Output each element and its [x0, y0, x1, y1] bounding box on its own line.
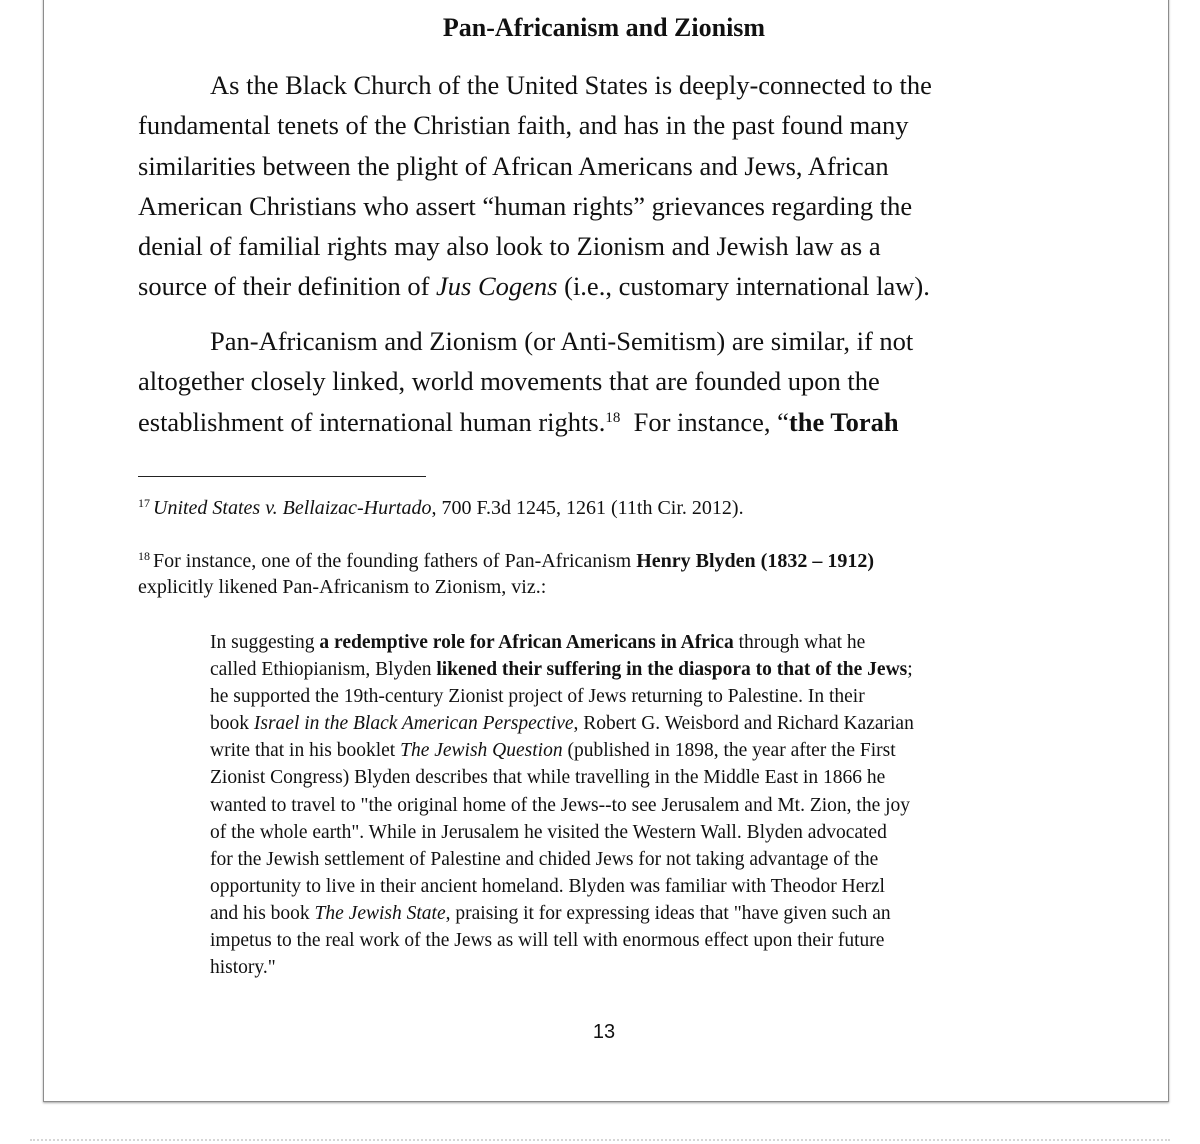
- citation: , 700 F.3d 1245, 1261 (11th Cir. 2012).: [431, 497, 744, 519]
- footnote-reference-18[interactable]: 18: [605, 409, 621, 426]
- quote-line: [210, 656, 914, 683]
- book-title: The Jewish Question: [400, 740, 563, 762]
- bold-phrase: likened their suffering in the diaspora to that of the Jews: [436, 659, 908, 681]
- text-line: As the Black Church of the United States is deeply-connected to the: [210, 70, 932, 100]
- text-line: [138, 266, 1058, 306]
- quote-line: Zionist Congress) Blyden describes that while travelling in the Middle East in 1866 he: [210, 767, 886, 789]
- text-line: altogether closely linked, world movements that are founded upon the: [138, 366, 880, 397]
- body-paragraph-2: [138, 321, 1058, 442]
- bold-phrase: Henry Blyden (1832 – 1912): [636, 550, 874, 572]
- quote-line: [210, 710, 914, 737]
- quote-line: of the whole earth". While in Jerusalem he visited the Western Wall. Blyden advocated: [210, 821, 887, 843]
- case-name: United States v. Bellaizac-Hurtado: [153, 497, 432, 519]
- text-run: (i.e., customary international law).: [557, 271, 930, 302]
- footnote-18: [138, 548, 874, 600]
- text-line: fundamental tenets of the Christian faith, and has in the past found many: [138, 110, 909, 141]
- quote-line: [210, 900, 914, 927]
- bold-phrase: the Torah: [788, 406, 899, 437]
- quote-line: wanted to travel to "the original home of the Jews--to see Jerusalem and Mt. Zion, the joy: [210, 794, 911, 816]
- quote-line: opportunity to live in their ancient homeland. Blyden was familiar with Theodor Herzl: [210, 875, 885, 897]
- text-run: (published in 1898, the year after the First: [562, 740, 896, 762]
- section-title: Pan-Africanism and Zionism: [442, 13, 766, 42]
- page-number: 13: [592, 1021, 616, 1043]
- text-line: denial of familial rights may also look to Zionism and Jewish law as a: [138, 231, 881, 262]
- footnote-separator: [138, 476, 426, 477]
- quote-line: [210, 737, 914, 764]
- text-run: through what he: [733, 632, 866, 653]
- text-run: , praising it for expressing ideas that "have given such an: [445, 902, 891, 924]
- footnote-number: 17: [138, 496, 150, 510]
- footnote-line: explicitly likened Pan-Africanism to Zionism, viz.:: [138, 576, 547, 598]
- text-line: Pan-Africanism and Zionism (or Anti-Semitism) are similar, if not: [210, 326, 914, 356]
- quote-line: history.": [210, 957, 276, 979]
- footnote-17: [138, 495, 744, 521]
- text-run: In suggesting: [210, 632, 320, 653]
- text-line: similarities between the plight of African Americans and Jews, African: [138, 150, 889, 181]
- text-run: called Ethiopianism, Blyden: [210, 659, 437, 681]
- text-run: write that in his booklet: [210, 740, 401, 762]
- quote-line: he supported the 19th-century Zionist project of Jews returning to Palestine. In their: [210, 686, 865, 708]
- text-run: book: [210, 713, 254, 735]
- text-run: For instance, one of the founding fathers of Pan-Africanism: [153, 550, 637, 572]
- book-title: The Jewish State: [314, 902, 446, 924]
- text-run: For instance, “: [620, 406, 789, 437]
- footnote-number: 18: [138, 549, 150, 563]
- latin-term: Jus Cogens: [436, 271, 558, 302]
- text-run: source of their definition of: [138, 271, 437, 302]
- text-run: , Robert G. Weisbord and Richard Kazarian: [573, 713, 914, 735]
- text-run: establishment of international human rights.: [138, 406, 606, 437]
- text-line: [138, 402, 1058, 442]
- quote-line: for the Jewish settlement of Palestine and chided Jews for not taking advantage of the: [210, 848, 879, 870]
- footnote-line: [138, 548, 874, 574]
- quote-line: impetus to the real work of the Jews as will tell with enormous effect upon their future: [210, 930, 885, 952]
- page-bottom-divider: [30, 1139, 1170, 1141]
- text-run: and his book: [210, 902, 315, 924]
- body-paragraph-1: [138, 65, 1058, 307]
- block-quote: [210, 629, 914, 981]
- text-run: ;: [907, 659, 913, 681]
- quote-line: [210, 629, 914, 656]
- bold-phrase: a redemptive role for African Americans in Africa: [319, 632, 734, 653]
- book-title: Israel in the Black American Perspective: [253, 713, 574, 735]
- text-line: American Christians who assert “human rights” grievances regarding the: [138, 190, 913, 221]
